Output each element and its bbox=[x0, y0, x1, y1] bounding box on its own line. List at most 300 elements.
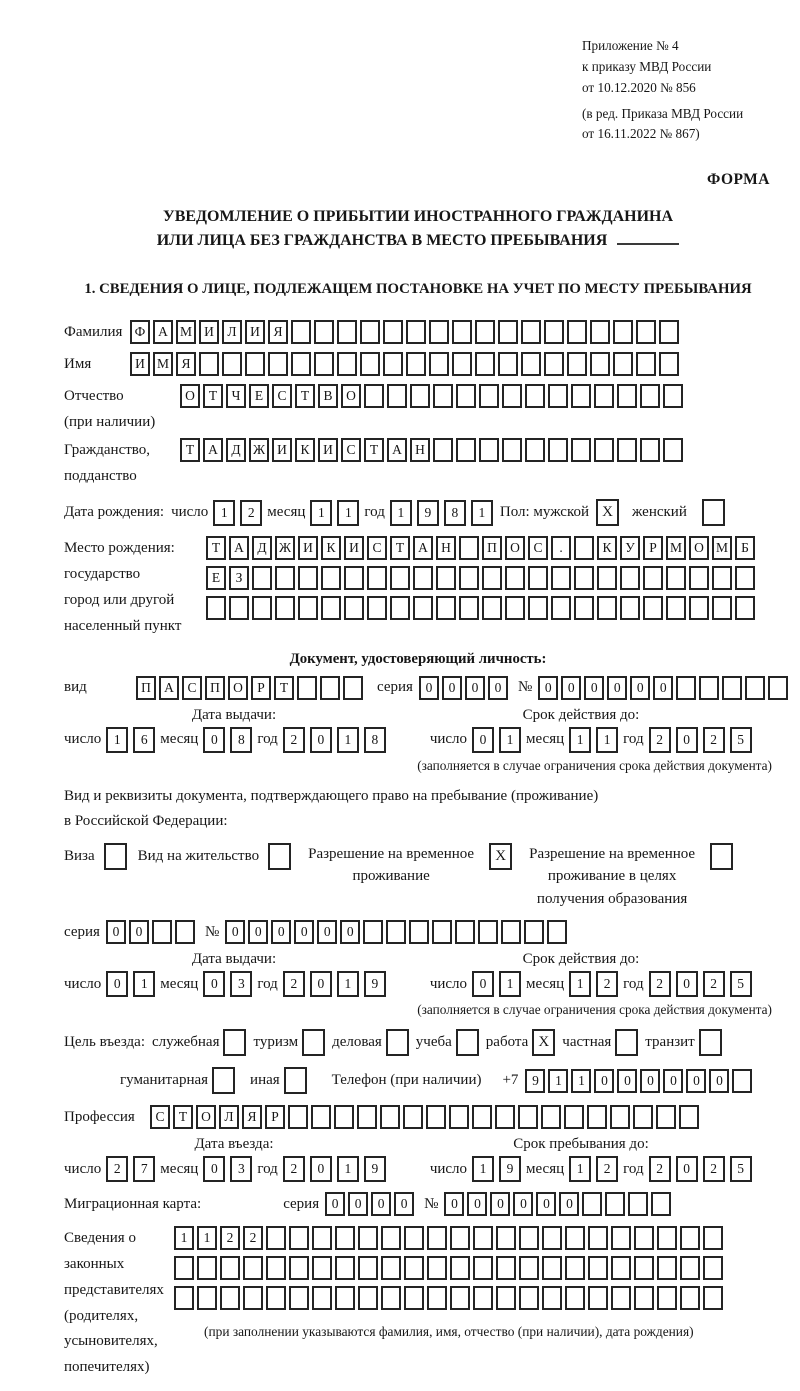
title-blank-line bbox=[617, 231, 679, 245]
identity-doc-heading: Документ, удостоверяющий личность: bbox=[289, 650, 547, 667]
char-box: 0 bbox=[676, 971, 698, 997]
char-box: Е bbox=[206, 566, 226, 590]
char-box bbox=[659, 320, 679, 344]
entry-purpose-label: Цель въезда: bbox=[64, 1034, 145, 1051]
char-box: Т bbox=[180, 438, 200, 462]
char-box bbox=[344, 596, 364, 620]
char-box bbox=[456, 438, 476, 462]
representatives-row-3 bbox=[174, 1286, 723, 1310]
char-box: С bbox=[528, 536, 548, 560]
char-box: Т bbox=[203, 384, 223, 408]
char-box: 3 bbox=[230, 1156, 252, 1182]
phone-label: Телефон (при наличии) bbox=[331, 1072, 482, 1089]
char-box: А bbox=[203, 438, 223, 462]
char-box: А bbox=[229, 536, 249, 560]
char-box: А bbox=[413, 536, 433, 560]
char-box: Я bbox=[268, 320, 288, 344]
char-box: 0 bbox=[686, 1069, 706, 1093]
char-box bbox=[541, 1105, 561, 1129]
char-box: 0 bbox=[106, 971, 128, 997]
char-box bbox=[574, 536, 594, 560]
birth-place-boxes bbox=[206, 536, 755, 626]
char-box: 2 bbox=[106, 1156, 128, 1182]
char-box: 1 bbox=[499, 727, 521, 753]
char-box: Р bbox=[265, 1105, 285, 1129]
char-box bbox=[475, 352, 495, 376]
char-box: 1 bbox=[569, 1156, 591, 1182]
char-box bbox=[501, 920, 521, 944]
char-box: Е bbox=[249, 384, 269, 408]
residence-issue-year-boxes bbox=[283, 971, 386, 997]
char-box bbox=[452, 352, 472, 376]
representatives-boxes bbox=[174, 1226, 723, 1340]
char-box: Н bbox=[436, 536, 456, 560]
char-box bbox=[519, 1286, 539, 1310]
char-box bbox=[666, 596, 686, 620]
char-box bbox=[525, 384, 545, 408]
char-box: 9 bbox=[364, 1156, 386, 1182]
char-box: 0 bbox=[294, 920, 314, 944]
char-box: 7 bbox=[133, 1156, 155, 1182]
char-box bbox=[426, 1105, 446, 1129]
char-box bbox=[594, 438, 614, 462]
char-box: 0 bbox=[371, 1192, 391, 1216]
char-box bbox=[703, 1286, 723, 1310]
char-box bbox=[360, 352, 380, 376]
citizenship-row bbox=[64, 438, 772, 490]
char-box: О bbox=[341, 384, 361, 408]
char-box bbox=[459, 596, 479, 620]
char-box bbox=[450, 1286, 470, 1310]
char-box bbox=[676, 676, 696, 700]
birth-month-boxes bbox=[310, 500, 359, 526]
char-box: Л bbox=[219, 1105, 239, 1129]
char-box: З bbox=[229, 566, 249, 590]
char-box bbox=[735, 566, 755, 590]
char-box bbox=[367, 566, 387, 590]
char-box: Д bbox=[252, 536, 272, 560]
char-box bbox=[449, 1105, 469, 1129]
char-box: 2 bbox=[283, 727, 305, 753]
commercial-checkbox bbox=[386, 1029, 409, 1056]
char-box bbox=[337, 320, 357, 344]
char-box: 1 bbox=[390, 500, 412, 526]
char-box bbox=[220, 1286, 240, 1310]
citizenship-boxes bbox=[180, 438, 683, 462]
char-box: 2 bbox=[649, 971, 671, 997]
char-box bbox=[390, 596, 410, 620]
char-box: 9 bbox=[525, 1069, 545, 1093]
char-box: 2 bbox=[703, 1156, 725, 1182]
migration-card-row bbox=[64, 1192, 772, 1216]
char-box: П bbox=[482, 536, 502, 560]
purpose-tourism: туризм bbox=[253, 1029, 325, 1056]
char-box: 0 bbox=[472, 727, 494, 753]
char-box: 1 bbox=[337, 500, 359, 526]
char-box bbox=[266, 1256, 286, 1280]
char-box: 1 bbox=[310, 500, 332, 526]
humanitarian-checkbox bbox=[212, 1067, 235, 1094]
residence-doc-intro: Вид и реквизиты документа, подтверждающего право на пребывание (проживание) в Российской Федерации: bbox=[64, 787, 599, 830]
char-box: Т bbox=[206, 536, 226, 560]
char-box: 8 bbox=[230, 727, 252, 753]
char-box bbox=[320, 676, 340, 700]
tourism-checkbox bbox=[302, 1029, 325, 1056]
char-box bbox=[498, 352, 518, 376]
valid-month-boxes bbox=[569, 727, 618, 753]
representatives-block bbox=[64, 1226, 772, 1381]
char-box bbox=[413, 566, 433, 590]
char-box: 0 bbox=[490, 1192, 510, 1216]
char-box bbox=[404, 1256, 424, 1280]
char-box bbox=[611, 1256, 631, 1280]
char-box bbox=[502, 438, 522, 462]
char-box bbox=[289, 1286, 309, 1310]
char-box bbox=[732, 1069, 752, 1093]
entry-year-boxes bbox=[283, 1156, 386, 1182]
char-box bbox=[266, 1286, 286, 1310]
char-box: 0 bbox=[310, 727, 332, 753]
char-box bbox=[390, 566, 410, 590]
option-temp-residence-edu: Разрешение на временное проживание в целях получения образования bbox=[523, 843, 733, 911]
identity-valid-date: число 0 1 месяц 1 1 год 2 0 2 5 bbox=[430, 727, 752, 753]
char-box bbox=[344, 566, 364, 590]
char-box: 1 bbox=[499, 971, 521, 997]
private-checkbox bbox=[615, 1029, 638, 1056]
char-box: 1 bbox=[472, 1156, 494, 1182]
char-box bbox=[413, 596, 433, 620]
char-box: Т bbox=[390, 536, 410, 560]
char-box bbox=[312, 1286, 332, 1310]
char-box: Л bbox=[222, 320, 242, 344]
char-box: К bbox=[295, 438, 315, 462]
char-box bbox=[291, 320, 311, 344]
char-box bbox=[542, 1256, 562, 1280]
char-box bbox=[680, 1226, 700, 1250]
char-box bbox=[745, 676, 765, 700]
char-box bbox=[289, 1256, 309, 1280]
char-box bbox=[312, 1256, 332, 1280]
surname-label: Фамилия bbox=[64, 323, 123, 340]
char-box bbox=[298, 596, 318, 620]
char-box bbox=[427, 1256, 447, 1280]
purpose-humanitarian: гуманитарная bbox=[120, 1067, 235, 1094]
char-box: 0 bbox=[340, 920, 360, 944]
char-box: Д bbox=[226, 438, 246, 462]
char-box bbox=[381, 1256, 401, 1280]
char-box: 2 bbox=[240, 500, 262, 526]
char-box: И bbox=[245, 320, 265, 344]
residence-dates-headers: Дата выдачи: Срок действия до: bbox=[191, 951, 640, 968]
char-box bbox=[243, 1286, 263, 1310]
char-box: 0 bbox=[310, 971, 332, 997]
char-box bbox=[387, 384, 407, 408]
birth-year-boxes bbox=[390, 500, 493, 526]
title-line-1: УВЕДОМЛЕНИЕ О ПРИБЫТИИ ИНОСТРАННОГО ГРАЖДАНИНА bbox=[162, 208, 674, 226]
char-box: 1 bbox=[106, 727, 128, 753]
char-box: 0 bbox=[617, 1069, 637, 1093]
char-box bbox=[358, 1256, 378, 1280]
char-box: 2 bbox=[596, 1156, 618, 1182]
char-box: 6 bbox=[133, 727, 155, 753]
issue-year-boxes bbox=[283, 727, 386, 753]
migration-series-label: серия bbox=[283, 1195, 320, 1212]
char-box bbox=[360, 320, 380, 344]
char-box bbox=[633, 1105, 653, 1129]
char-box bbox=[525, 438, 545, 462]
char-box bbox=[542, 1226, 562, 1250]
char-box bbox=[587, 1105, 607, 1129]
char-box bbox=[594, 384, 614, 408]
char-box bbox=[588, 1286, 608, 1310]
residence-issue-month-boxes bbox=[203, 971, 252, 997]
purpose-transit: транзит bbox=[645, 1029, 721, 1056]
visa-checkbox bbox=[104, 843, 127, 870]
char-box: 1 bbox=[569, 727, 591, 753]
purpose-work: работа X bbox=[486, 1029, 556, 1056]
profession-row bbox=[64, 1105, 772, 1129]
char-box: А bbox=[387, 438, 407, 462]
char-box bbox=[521, 352, 541, 376]
char-box: И bbox=[272, 438, 292, 462]
char-box: 1 bbox=[571, 1069, 591, 1093]
char-box: И bbox=[199, 320, 219, 344]
sex-male-checkbox: X bbox=[596, 499, 619, 526]
char-box bbox=[502, 384, 522, 408]
validity-note: (заполняется в случае ограничения срока действия документа) bbox=[417, 757, 772, 773]
char-box bbox=[334, 1105, 354, 1129]
char-box bbox=[335, 1286, 355, 1310]
birth-place-row-2 bbox=[206, 566, 755, 590]
identity-doc-dates-headers bbox=[64, 707, 772, 724]
char-box bbox=[518, 1105, 538, 1129]
char-box bbox=[229, 596, 249, 620]
char-box bbox=[197, 1286, 217, 1310]
transit-checkbox bbox=[699, 1029, 722, 1056]
surname-boxes bbox=[130, 320, 679, 344]
purpose-commercial: деловая bbox=[332, 1029, 409, 1056]
char-box: А bbox=[159, 676, 179, 700]
char-box bbox=[343, 676, 363, 700]
char-box bbox=[544, 352, 564, 376]
char-box bbox=[524, 920, 544, 944]
char-box: 5 bbox=[730, 727, 752, 753]
char-box bbox=[386, 920, 406, 944]
doc-number-label: № bbox=[517, 679, 533, 696]
representatives-note: (при заполнении указываются фамилия, имя, отчество (при наличии), дата рождения) bbox=[204, 1324, 694, 1340]
char-box: 0 bbox=[442, 676, 462, 700]
char-box: 0 bbox=[676, 1156, 698, 1182]
char-box: 1 bbox=[569, 971, 591, 997]
char-box: 0 bbox=[129, 920, 149, 944]
phone-boxes bbox=[525, 1069, 752, 1093]
char-box: 0 bbox=[248, 920, 268, 944]
char-box: 0 bbox=[419, 676, 439, 700]
char-box bbox=[243, 1256, 263, 1280]
char-box: 0 bbox=[325, 1192, 345, 1216]
other-checkbox bbox=[284, 1067, 307, 1094]
char-box bbox=[620, 566, 640, 590]
migration-series-boxes bbox=[325, 1192, 414, 1216]
char-box: 0 bbox=[488, 676, 508, 700]
char-box bbox=[289, 1226, 309, 1250]
char-box bbox=[266, 1226, 286, 1250]
char-box: 1 bbox=[174, 1226, 194, 1250]
char-box: Т bbox=[274, 676, 294, 700]
char-box bbox=[475, 320, 495, 344]
char-box: Я bbox=[176, 352, 196, 376]
char-box bbox=[659, 352, 679, 376]
stay-until-group: число 1 9 месяц 1 2 год 2 0 2 5 bbox=[430, 1156, 752, 1182]
char-box bbox=[519, 1256, 539, 1280]
char-box: С bbox=[367, 536, 387, 560]
birth-date-group: число 1 2 месяц 1 1 год 1 9 8 1 bbox=[171, 500, 493, 526]
char-box bbox=[383, 352, 403, 376]
representatives-row-2 bbox=[174, 1256, 723, 1280]
char-box: 9 bbox=[499, 1156, 521, 1182]
char-box: 3 bbox=[230, 971, 252, 997]
residence-valid-month-boxes bbox=[569, 971, 618, 997]
char-box bbox=[617, 438, 637, 462]
purpose-private: частная bbox=[562, 1029, 638, 1056]
char-box: 0 bbox=[348, 1192, 368, 1216]
char-box bbox=[433, 438, 453, 462]
char-box bbox=[610, 1105, 630, 1129]
char-box bbox=[429, 352, 449, 376]
char-box: 0 bbox=[653, 676, 673, 700]
char-box bbox=[206, 596, 226, 620]
char-box: 1 bbox=[133, 971, 155, 997]
char-box: С bbox=[272, 384, 292, 408]
entry-dates bbox=[64, 1156, 772, 1182]
char-box: Р bbox=[643, 536, 663, 560]
char-box bbox=[473, 1256, 493, 1280]
identity-doc-dates bbox=[64, 727, 772, 753]
char-box bbox=[403, 1105, 423, 1129]
char-box: 1 bbox=[548, 1069, 568, 1093]
residence-valid-day-boxes bbox=[472, 971, 521, 997]
validity-label: Срок действия до: bbox=[522, 706, 640, 723]
char-box bbox=[450, 1256, 470, 1280]
char-box bbox=[406, 352, 426, 376]
char-box: 0 bbox=[203, 1156, 225, 1182]
char-box: 0 bbox=[467, 1192, 487, 1216]
option-residence-permit: Вид на жительство bbox=[138, 843, 291, 870]
char-box bbox=[337, 352, 357, 376]
char-box bbox=[611, 1286, 631, 1310]
char-box: 2 bbox=[283, 1156, 305, 1182]
char-box: О bbox=[196, 1105, 216, 1129]
char-box: 0 bbox=[310, 1156, 332, 1182]
char-box bbox=[455, 920, 475, 944]
char-box bbox=[528, 566, 548, 590]
char-box: 2 bbox=[243, 1226, 263, 1250]
char-box bbox=[452, 320, 472, 344]
char-box bbox=[482, 596, 502, 620]
char-box: С bbox=[150, 1105, 170, 1129]
char-box bbox=[363, 920, 383, 944]
char-box bbox=[432, 920, 452, 944]
char-box bbox=[505, 566, 525, 590]
char-box: 0 bbox=[465, 676, 485, 700]
char-box: 0 bbox=[444, 1192, 464, 1216]
char-box bbox=[496, 1286, 516, 1310]
option-temp-residence: Разрешение на временное проживание X bbox=[302, 843, 512, 888]
char-box bbox=[666, 566, 686, 590]
temp-residence-checkbox: X bbox=[489, 843, 512, 870]
char-box bbox=[582, 1192, 602, 1216]
char-box bbox=[505, 596, 525, 620]
doc-kind-boxes bbox=[136, 676, 363, 700]
char-box bbox=[472, 1105, 492, 1129]
char-box bbox=[482, 566, 502, 590]
entry-date-label: Дата въезда: bbox=[194, 1136, 274, 1153]
char-box bbox=[597, 566, 617, 590]
identity-doc-row bbox=[64, 676, 772, 700]
char-box bbox=[364, 384, 384, 408]
char-box bbox=[220, 1256, 240, 1280]
char-box bbox=[548, 438, 568, 462]
char-box: М bbox=[153, 352, 173, 376]
char-box: О bbox=[228, 676, 248, 700]
char-box bbox=[722, 676, 742, 700]
stay-day-boxes bbox=[472, 1156, 521, 1182]
char-box bbox=[712, 596, 732, 620]
char-box bbox=[636, 352, 656, 376]
char-box: О bbox=[180, 384, 200, 408]
profession-boxes bbox=[150, 1105, 699, 1129]
entry-dates-headers bbox=[64, 1136, 772, 1153]
char-box bbox=[519, 1226, 539, 1250]
char-box bbox=[496, 1256, 516, 1280]
title-line-2: ИЛИ ЛИЦА БЕЗ ГРАЖДАНСТВА В МЕСТО ПРЕБЫВАНИЯ bbox=[64, 229, 772, 253]
char-box: 8 bbox=[364, 727, 386, 753]
valid-year-boxes bbox=[649, 727, 752, 753]
annex-line: к приказу МВД России bbox=[582, 58, 712, 74]
char-box bbox=[590, 352, 610, 376]
page-title bbox=[64, 205, 772, 253]
char-box bbox=[459, 566, 479, 590]
char-box bbox=[473, 1226, 493, 1250]
char-box bbox=[548, 384, 568, 408]
char-box bbox=[565, 1226, 585, 1250]
annex-line: от 10.12.2020 № 856 bbox=[582, 79, 696, 95]
char-box bbox=[567, 320, 587, 344]
issue-date-label: Дата выдачи: bbox=[191, 706, 277, 723]
char-box: С bbox=[341, 438, 361, 462]
char-box bbox=[314, 320, 334, 344]
char-box: 0 bbox=[538, 676, 558, 700]
char-box bbox=[544, 320, 564, 344]
residence-number-label: № bbox=[204, 923, 220, 940]
residence-permit-checkbox bbox=[268, 843, 291, 870]
char-box bbox=[634, 1256, 654, 1280]
residence-serial-row bbox=[64, 920, 772, 944]
temp-residence-edu-checkbox bbox=[710, 843, 733, 870]
char-box bbox=[712, 566, 732, 590]
char-box: 0 bbox=[676, 727, 698, 753]
char-box: 0 bbox=[271, 920, 291, 944]
char-box: 0 bbox=[559, 1192, 579, 1216]
char-box bbox=[252, 566, 272, 590]
business-checkbox bbox=[223, 1029, 246, 1056]
char-box bbox=[478, 920, 498, 944]
char-box bbox=[703, 1256, 723, 1280]
birth-date-label: Дата рождения: bbox=[64, 504, 165, 521]
char-box bbox=[174, 1256, 194, 1280]
char-box bbox=[634, 1286, 654, 1310]
char-box bbox=[547, 920, 567, 944]
